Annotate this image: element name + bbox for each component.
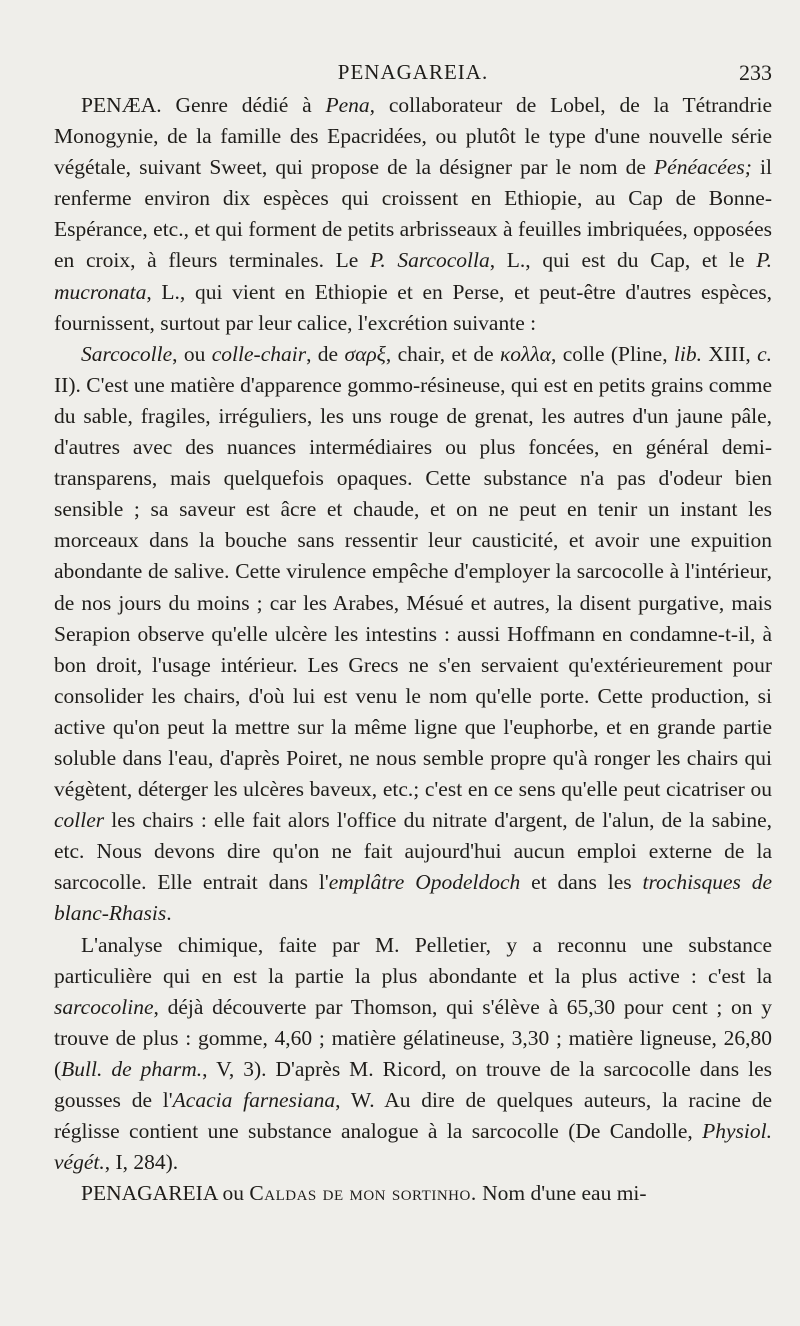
- entry-penaea: PENÆA. Genre dédié à Pena, collaborateur de Lobel, de la Tétrandrie Monogynie, de la famille des Epacridées, ou plutôt le type d'une nouvelle série végétale, suivant Sweet, qui propose de la désigner par le nom de Pénéacées; il renferme environ dix espèces qui croissent en Ethiopie, au Cap de Bonne-Espérance, etc., et qui forment de petits arbrisseaux à feuilles imbriquées, opposées en croix, à fleurs terminales. Le P. Sarcocolla, L., qui est du Cap, et le P. mucronata, L., qui vient en Ethiopie et en Perse, et peut-être d'autres espèces, fournissent, surtout par leur calice, l'excrétion suivante :: [54, 93, 772, 335]
- greek-word: σαρξ: [344, 341, 386, 366]
- entry-headword: PENAGAREIA: [81, 1181, 218, 1206]
- page-header: [54, 58, 772, 90]
- greek-word: κολλα: [499, 341, 551, 366]
- running-head: PENAGAREIA.: [337, 60, 489, 84]
- analyse-paragraph: L'analyse chimique, faite par M. Pelletier, y a reconnu une substance particulière qui en est la partie la plus abondante et la plus active : c'est la sarcocoline, déjà découverte par Thomson, qui s'élève à 65,30 pour cent ; on y trouve de plus : gomme, 4,60 ; matière gélatineuse, 3,30 ; matière ligneuse, 26,80 (Bull. de pharm., V, 3). D'après M. Ricord, on trouve de la sarcocolle dans les gousses de l'Acacia farnesiana, W. Au dire de quelques auteurs, la racine de réglisse contient une substance analogue à la sarcocolle (De Candolle, Physiol. végét., I, 284).: [54, 932, 772, 1175]
- entry-penagareia: PENAGAREIA ou Caldas de mon sortinho. Nom d'une eau mi-: [81, 1181, 647, 1206]
- body-text: [54, 90, 772, 1209]
- sarcocolle-paragraph: Sarcocolle, ou colle-chair, de σαρξ, chair, et de κολλα, colle (Pline, lib. XIII, c. II). C'est une matière d'apparence gommo-résineuse, qui est en petits grains comme du sable, fragiles, irréguliers, les uns rouge de grenat, les autres d'un jaune pâle, d'autres avec des nuances intermédiaires ou plus foncées, en général demi-transparens, mais quelquefois opaques. Cette substance n'a pas d'odeur bien sensible ; sa saveur est âcre et chaude, et on ne peut en tenir un instant les morceaux dans la bouche sans ressentir leur causticité, et avoir une expuition abondante de salive. Cette virulence empêche d'employer la sarcocolle à l'intérieur, de nos jours du moins ; car les Arabes, Mésué et autres, la disent purgative, mais Serapion observe qu'elle ulcère les intestins : aussi Hoffmann en condamne-t-il, à bon droit, l'usage intérieur. Les Grecs ne s'en servaient qu'extérieurement pour consolider les chairs, d'où lui est venu le nom qu'elle porte. Cette production, si active qu'on peut la mettre sur la même ligne que l'euphorbe, et en grande partie soluble dans l'eau, d'après Poiret, ne nous semble propre qu'à ronger les chairs qui végètent, déterger les ulcères baveux, etc.; c'est en ce sens qu'elle peut cicatriser ou coller les chairs : elle fait alors l'office du nitrate d'argent, de l'alun, de la sabine, etc. Nous devons dire qu'on ne fait aujourd'hui aucun emploi externe de la sarcocolle. Elle entrait dans l'emplâtre Opodeldoch et dans les trochisques de blanc-Rhasis.: [54, 341, 773, 926]
- entry-headword: PENÆA.: [81, 93, 162, 117]
- page-number: 233: [739, 60, 772, 85]
